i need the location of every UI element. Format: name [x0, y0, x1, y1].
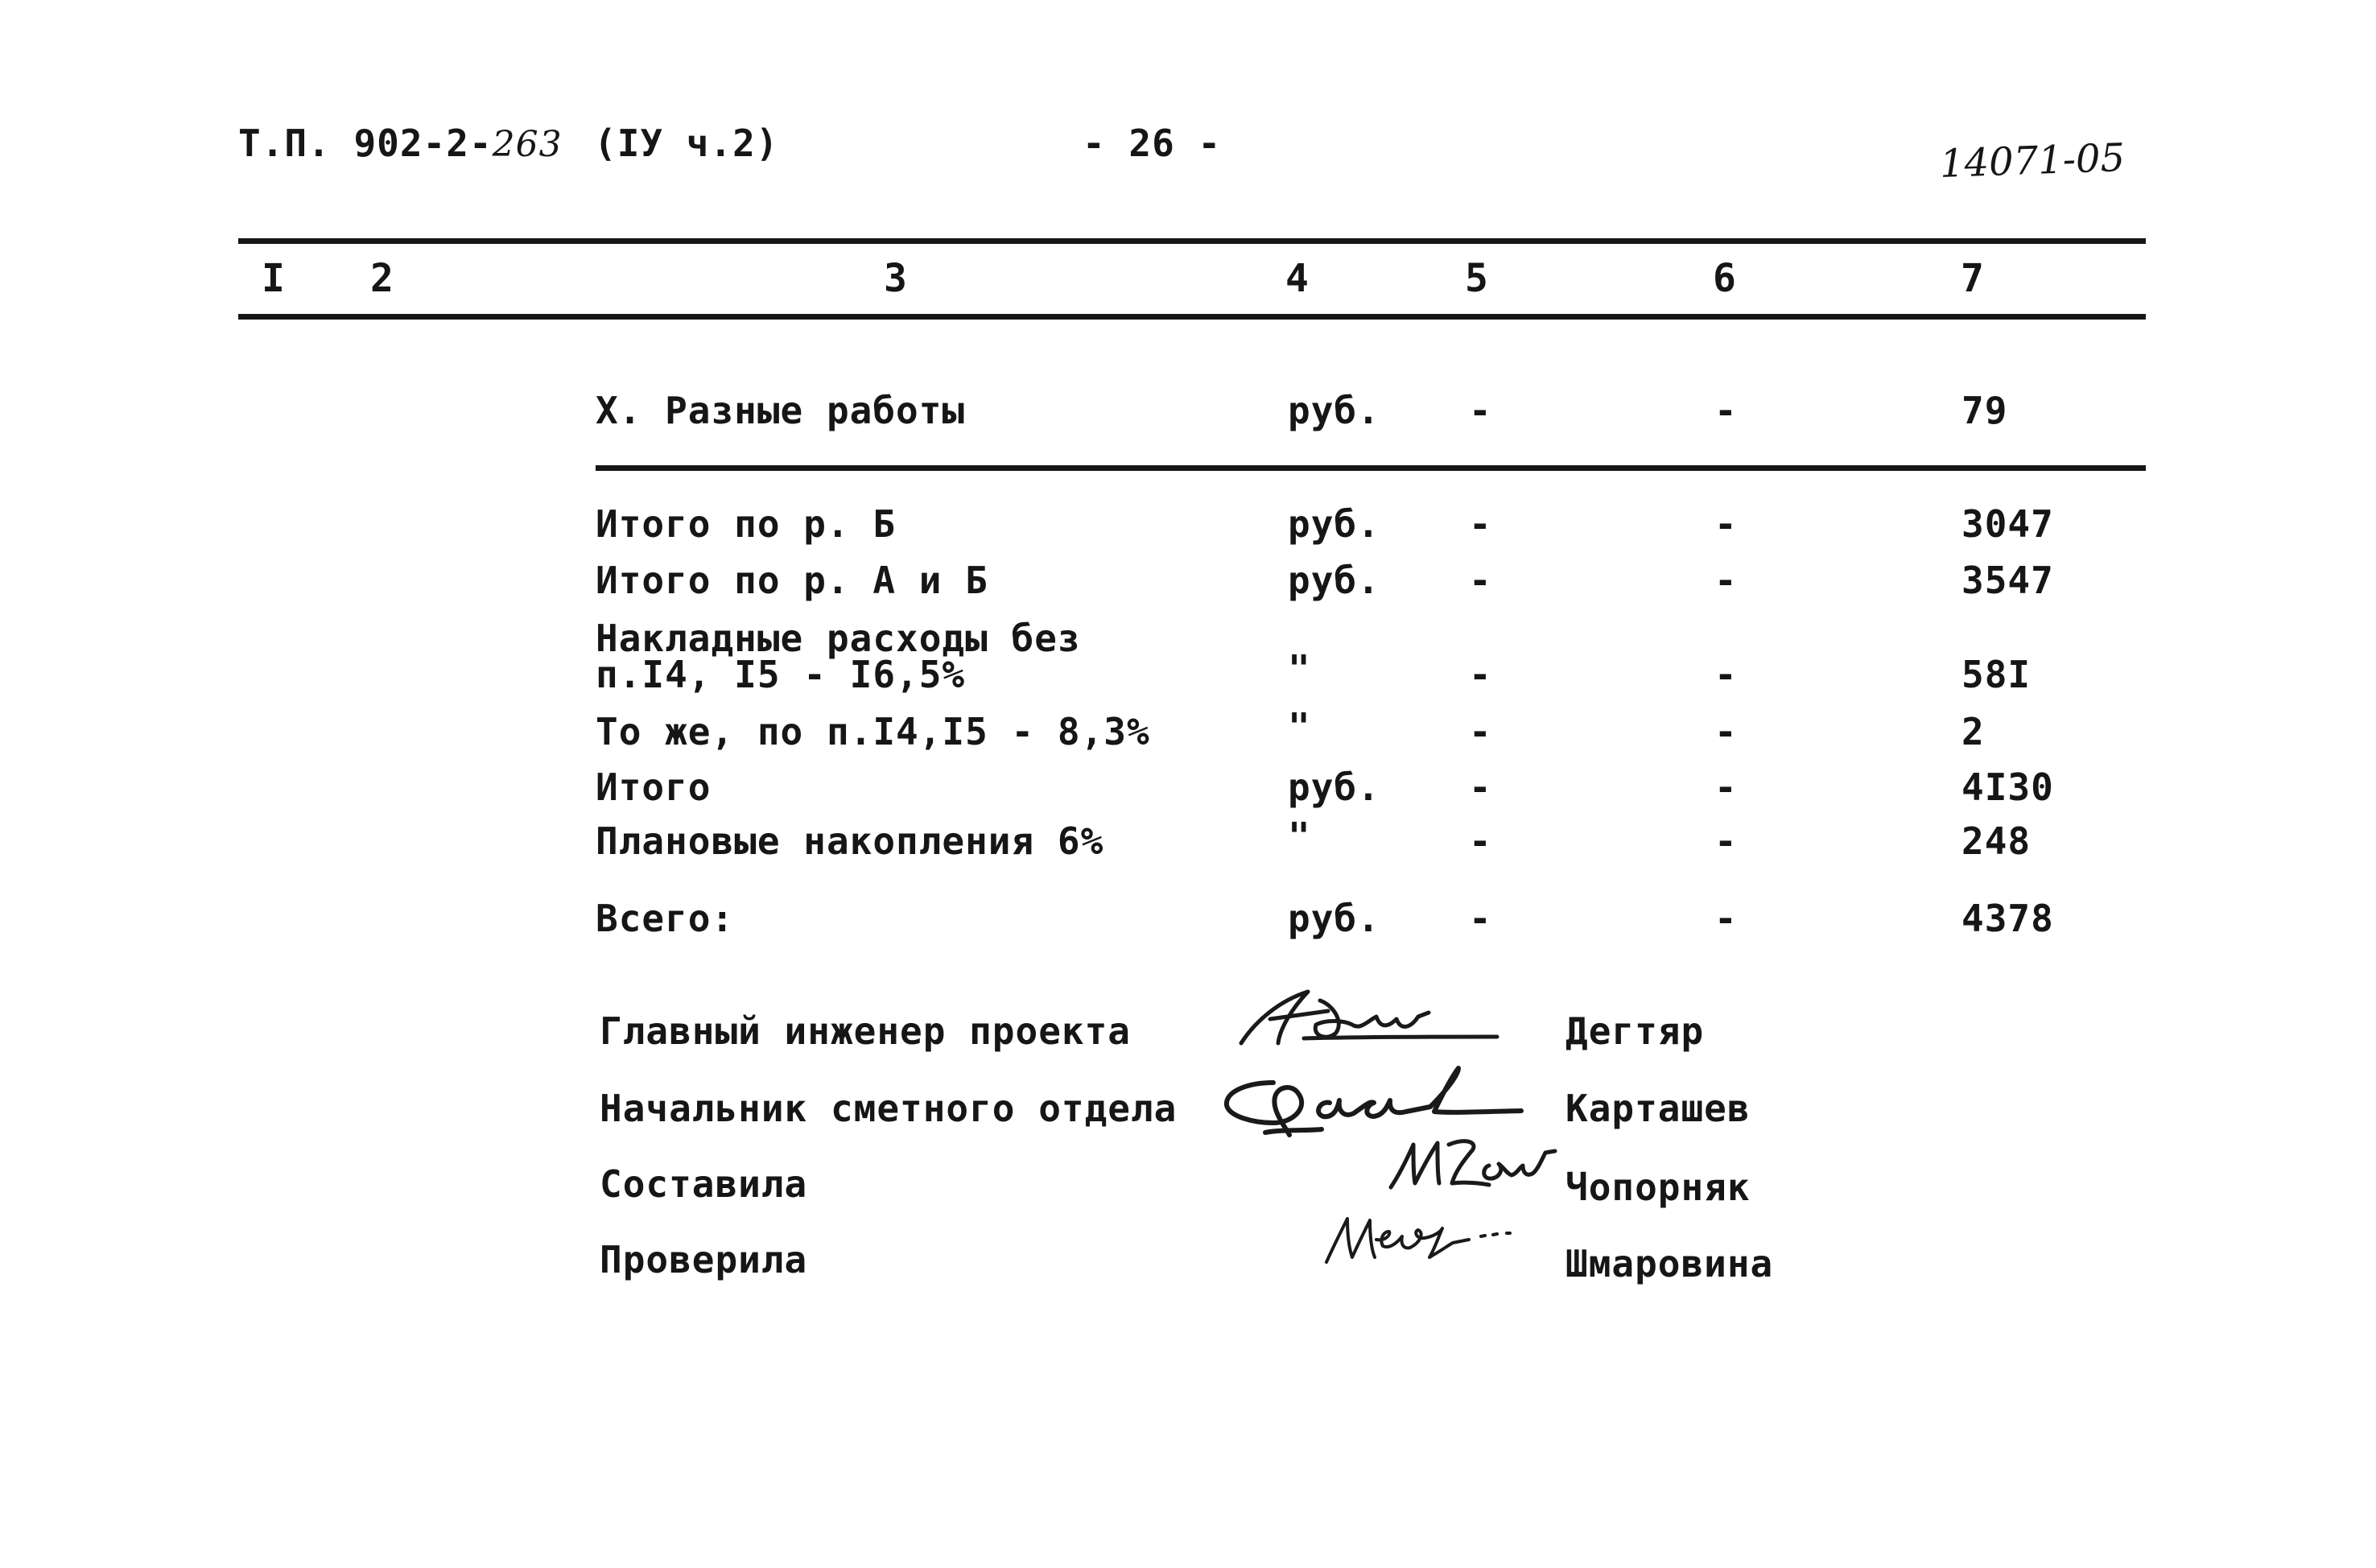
row-col6: -: [1714, 502, 1738, 546]
row-col6: -: [1714, 559, 1738, 602]
section-col6: -: [1714, 389, 1738, 432]
row-value: 3547: [1961, 559, 2054, 602]
row-unit: ": [1288, 647, 1311, 691]
total-label: Всего:: [596, 897, 735, 940]
signature-name: Шмаровина: [1565, 1242, 1774, 1285]
row-label: Плановые накопления 6%: [596, 819, 1104, 863]
section-title: Х. Разные работы: [596, 389, 966, 432]
section-unit: руб.: [1288, 389, 1380, 432]
total-unit: руб.: [1288, 897, 1380, 940]
document-volume: (IУ ч.2): [594, 122, 779, 165]
column-header-2: 2: [370, 256, 394, 301]
column-header-6: 6: [1713, 256, 1736, 301]
signature-role: Проверила: [600, 1238, 808, 1281]
row-label-line-1: Накладные расходы без: [596, 617, 1081, 660]
total-col6: -: [1714, 897, 1738, 940]
handwritten-signature-4: [1320, 1207, 1561, 1268]
row-label-line-2: п.I4, I5 - I6,5%: [596, 653, 966, 696]
document-series-handwritten: 263: [492, 124, 563, 165]
row-col6: -: [1714, 765, 1738, 809]
row-value: 58I: [1961, 653, 2032, 696]
row-value: 3047: [1961, 502, 2054, 546]
row-value: 2: [1961, 710, 1985, 753]
signature-name: Карташев: [1565, 1087, 1751, 1130]
row-col5: -: [1469, 819, 1492, 863]
column-header-3: 3: [884, 256, 907, 301]
row-label: Итого: [596, 765, 712, 809]
row-value: 4I30: [1961, 765, 2054, 809]
row-unit: ": [1288, 705, 1311, 749]
row-col5: -: [1469, 502, 1492, 546]
row-unit: руб.: [1288, 559, 1380, 602]
table-header-bottom-rule: [238, 314, 2146, 320]
signature-role: Начальник сметного отдела: [600, 1087, 1178, 1130]
column-header-5: 5: [1465, 256, 1488, 301]
archive-code-handwritten: 14071-05: [1939, 135, 2126, 187]
row-unit: ": [1288, 815, 1311, 858]
row-col6: -: [1714, 653, 1738, 696]
section-col5: -: [1469, 389, 1492, 432]
row-label: Итого по р. А и Б: [596, 559, 988, 602]
document-number-prefix: Т.П. 902-2-: [238, 122, 493, 165]
document-number: [238, 122, 563, 165]
row-col5: -: [1469, 653, 1492, 696]
column-header-4: 4: [1285, 256, 1309, 301]
total-value: 4378: [1961, 897, 2054, 940]
row-col5: -: [1469, 710, 1492, 753]
signature-role: Главный инженер проекта: [600, 1009, 1131, 1053]
row-value: 248: [1961, 819, 2032, 863]
signature-name: Чопорняк: [1565, 1166, 1751, 1209]
signature-name: Дегтяр: [1565, 1009, 1705, 1053]
row-unit: руб.: [1288, 765, 1380, 809]
row-label: То же, по п.I4,I5 - 8,3%: [596, 710, 1150, 753]
section-bottom-rule: [596, 465, 2146, 471]
row-col6: -: [1714, 819, 1738, 863]
column-header-7: 7: [1961, 256, 1984, 301]
total-col5: -: [1469, 897, 1492, 940]
page-number: - 26 -: [1083, 122, 1222, 165]
handwritten-signature-1: [1231, 980, 1505, 1053]
row-col5: -: [1469, 765, 1492, 809]
table-top-rule: [238, 238, 2146, 244]
signature-role: Составила: [600, 1162, 808, 1206]
section-value: 79: [1961, 389, 2008, 432]
row-col5: -: [1469, 559, 1492, 602]
row-label: Итого по р. Б: [596, 502, 897, 546]
row-col6: -: [1714, 710, 1738, 753]
row-unit: руб.: [1288, 502, 1380, 546]
column-header-1: I: [262, 256, 285, 301]
handwritten-signature-3: [1384, 1127, 1561, 1195]
